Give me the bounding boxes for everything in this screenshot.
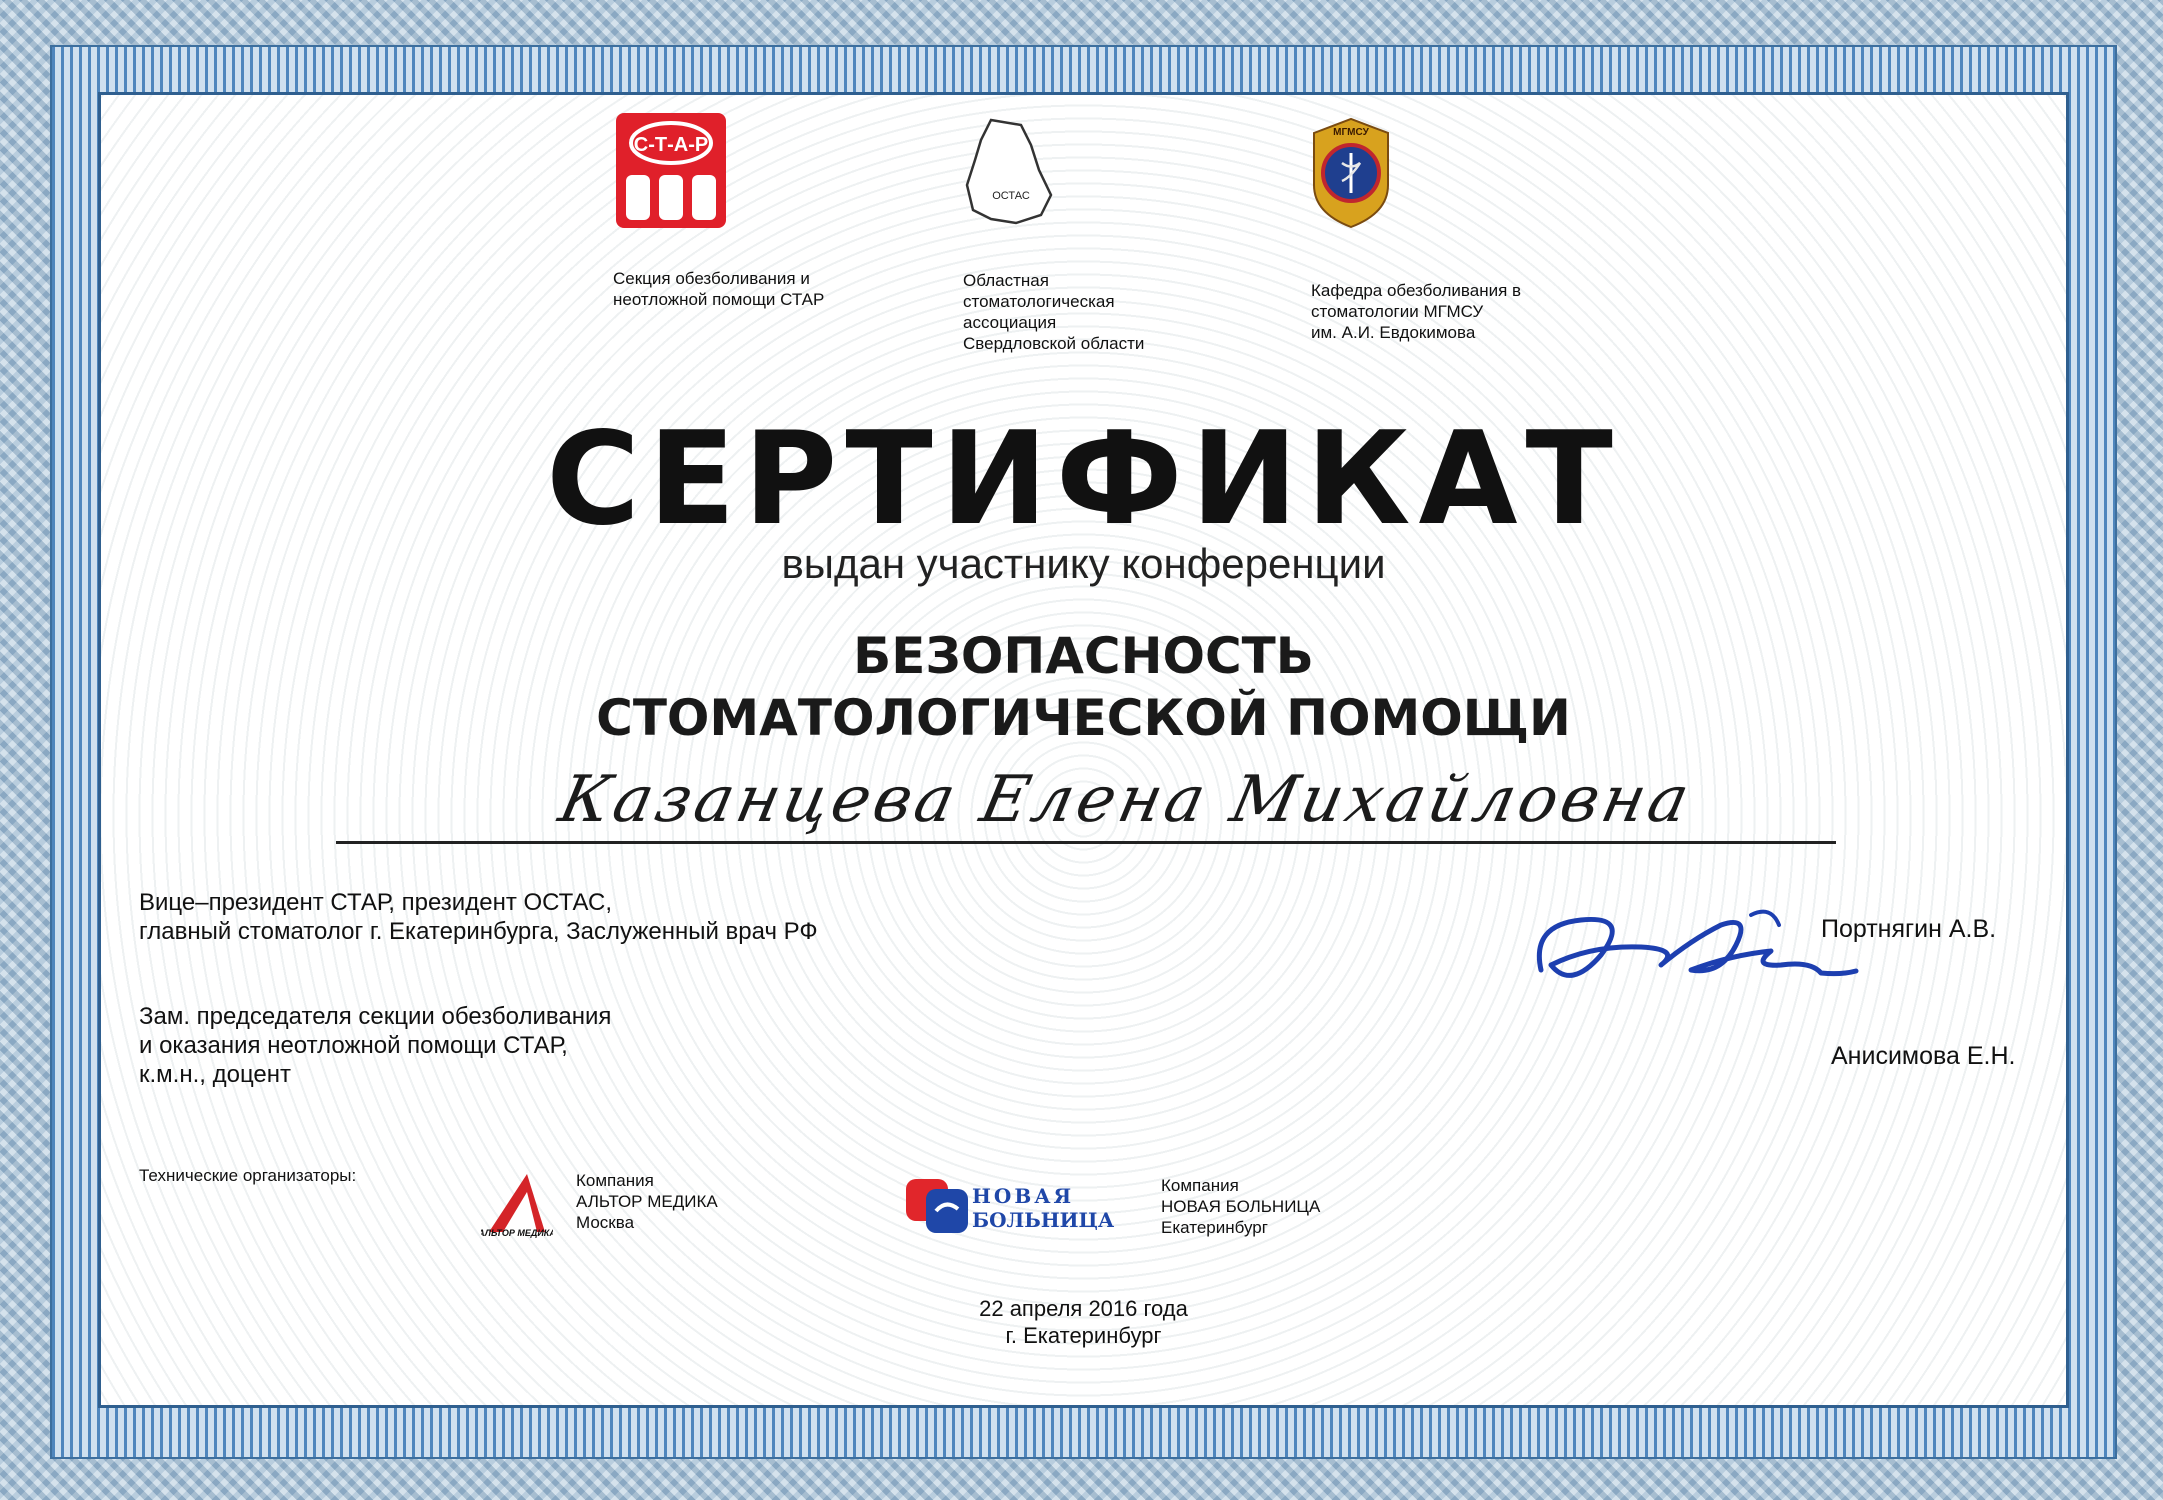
name-underline	[336, 841, 1836, 844]
conference-name	[101, 625, 2066, 749]
altor-medika-logo	[481, 1170, 553, 1240]
star-org-text: Секция обезболивания и неотложной помощи СТАР	[613, 269, 825, 309]
certificate-title: СЕРТИФИКАТ	[546, 405, 1621, 554]
handwritten-signature	[1521, 885, 1901, 1005]
issue-date: 22 апреля 2016 года	[979, 1296, 1188, 1321]
ostas-org-text: Областная стоматологическая ассоциация Свердловской области	[963, 271, 1145, 353]
signatory-1-role: Вице–президент СТАР, президент ОСТАС, главный стоматолог г. Екатеринбурга, Заслуженный врач РФ	[139, 889, 818, 945]
issue-date-place	[101, 1295, 2066, 1349]
ostas-map-logo	[961, 115, 1061, 230]
certificate-subtitle: выдан участнику конференции	[781, 540, 1386, 587]
altor-logo-text: АЛЬТОР МЕДИКА	[481, 1228, 553, 1238]
novaya-bolnitsa-logo	[906, 1175, 1121, 1237]
issue-place: г. Екатеринбург	[1005, 1323, 1162, 1348]
signatory-2-name: Анисимова Е.Н.	[1831, 1042, 2016, 1070]
participant-name: Казанцева Елена Михайловна	[553, 763, 1699, 837]
mgmsu-emblem	[1306, 115, 1396, 230]
organizers-label: Технические организаторы:	[139, 1166, 357, 1185]
novaya-logo-text-2: БОЛЬНИЦА	[972, 1208, 1115, 1232]
ostas-logo-text: ОСТАС	[992, 190, 1030, 202]
novaya-logo-text-1: НОВАЯ	[972, 1184, 1075, 1208]
mgmsu-org-text: Кафедра обезболивания в стоматологии МГМСУ им. А.И. Евдокимова	[1311, 281, 1522, 342]
signatory-2-role: Зам. председателя секции обезболивания и оказания неотложной помощи СТАР, к.м.н., доцент	[139, 1003, 612, 1088]
altor-medika-text: Компания АЛЬТОР МЕДИКА Москва	[576, 1171, 718, 1232]
star-logo	[616, 113, 726, 228]
novaya-bolnitsa-text: Компания НОВАЯ БОЛЬНИЦА Екатеринбург	[1161, 1176, 1321, 1237]
conference-name-line2: СТОМАТОЛОГИЧЕСКОЙ ПОМОЩИ	[596, 689, 1571, 747]
signatory-1-name: Портнягин А.В.	[1821, 915, 1997, 943]
mgmsu-logo-text: МГМСУ	[1333, 127, 1369, 138]
conference-name-line1: БЕЗОПАСНОСТЬ	[853, 627, 1314, 685]
star-logo-text: С-Т-А-Р	[633, 134, 709, 156]
certificate-paper	[98, 92, 2069, 1408]
